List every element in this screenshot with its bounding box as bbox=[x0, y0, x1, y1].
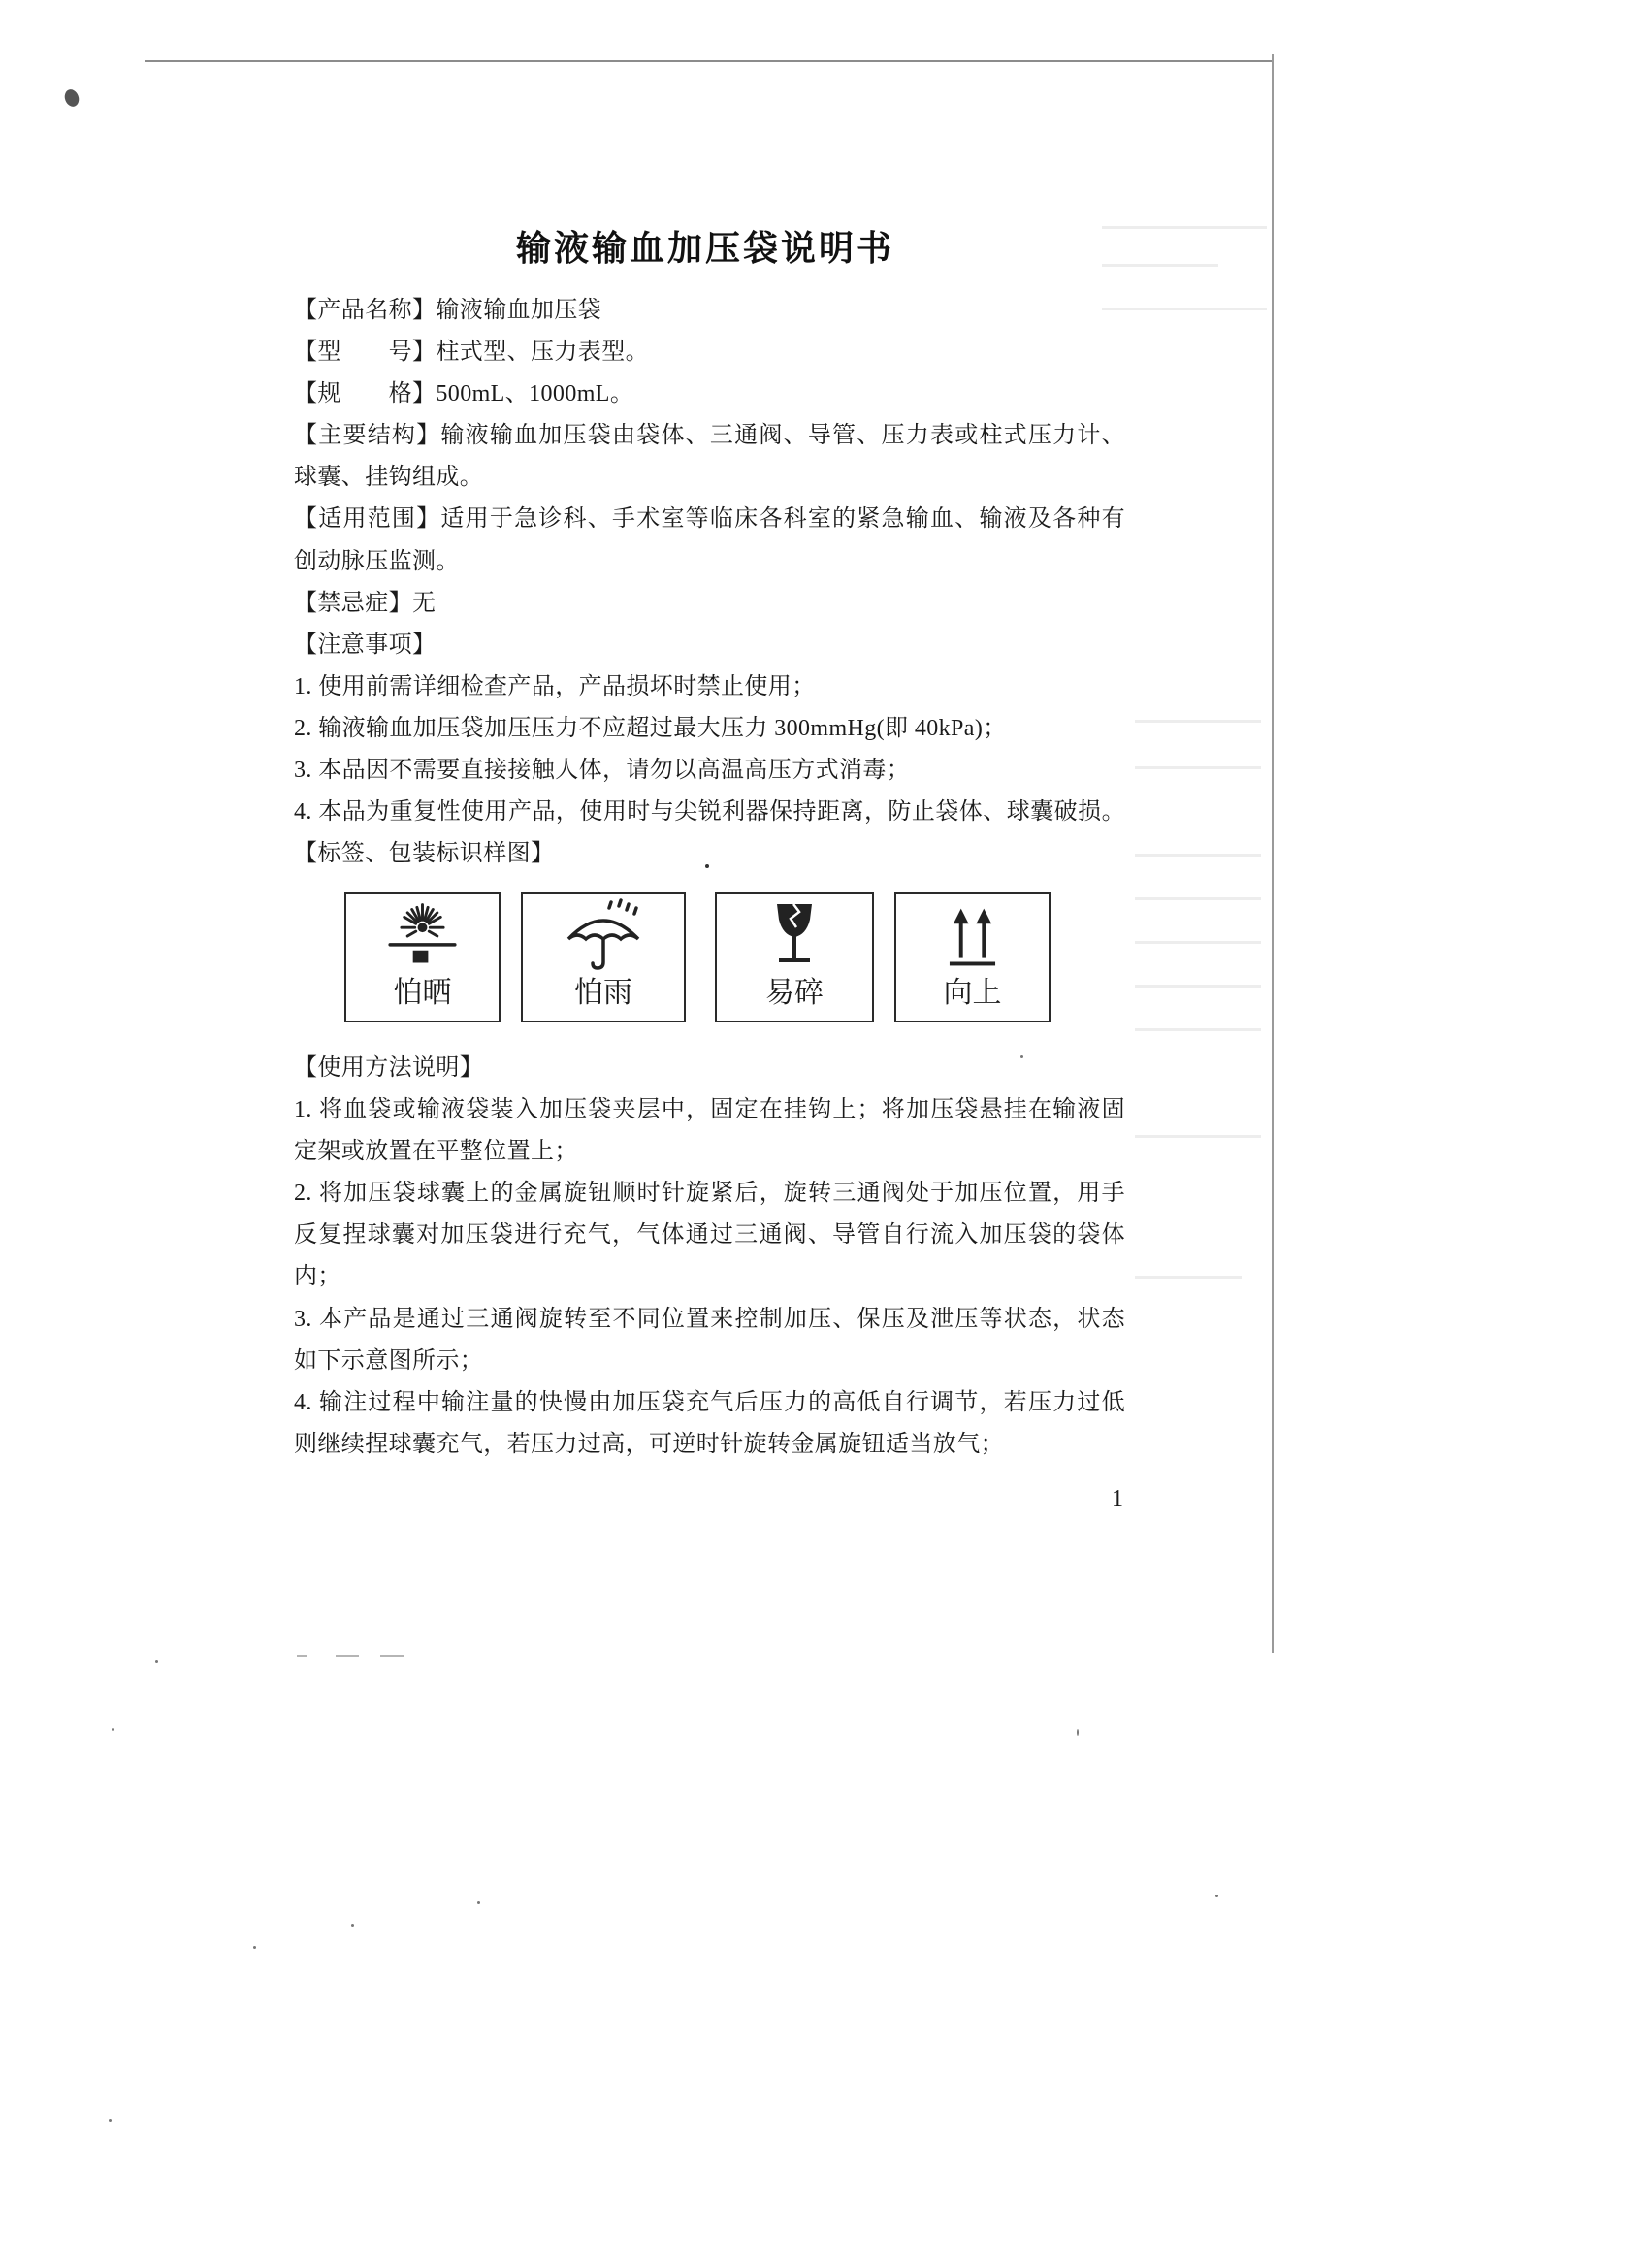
page-number: 1 bbox=[1112, 1486, 1123, 1511]
mark-label: 怕晒 bbox=[393, 976, 452, 1010]
bleed-through-mark bbox=[1135, 1028, 1261, 1031]
usage-step: 2. 将加压袋球囊上的金属旋钮顺时针旋紧后，旋转三通阀处于加压位置，用手 bbox=[294, 1181, 1125, 1207]
scan-paper-edge-right bbox=[1272, 54, 1274, 1653]
scan-speck bbox=[155, 1660, 158, 1663]
precaution-item: 4. 本品为重复性使用产品，使用时与尖锐利器保持距离，防止袋体、球囊破损。 bbox=[294, 799, 1125, 826]
bleed-through-mark bbox=[1135, 1135, 1261, 1138]
usage-step-cont: 内； bbox=[294, 1264, 341, 1290]
mark-label: 易碎 bbox=[765, 976, 824, 1010]
bleed-through-mark bbox=[1102, 308, 1267, 310]
bleed-through-mark bbox=[1135, 766, 1261, 769]
product-name-line: 【产品名称】输液输血加压袋 bbox=[294, 298, 602, 323]
fragile-icon bbox=[717, 898, 872, 976]
mark-fragile bbox=[715, 892, 874, 1022]
precaution-item: 3. 本品因不需要直接接触人体，请勿以高温高压方式消毒； bbox=[294, 758, 911, 784]
scan-dash bbox=[380, 1655, 404, 1657]
specification-line: 【规 格】500mL、1000mL。 bbox=[294, 381, 634, 407]
mark-label: 向上 bbox=[943, 976, 1002, 1010]
precaution-item: 1. 使用前需详细检查产品，产品损坏时禁止使用； bbox=[294, 673, 816, 699]
scan-speck bbox=[109, 2119, 112, 2122]
usage-step-cont: 反复捏球囊对加压袋进行充气，气体通过三通阀、导管自行流入加压袋的袋体 bbox=[294, 1222, 1125, 1248]
usage-step: 1. 将血袋或输液袋装入加压袋夹层中，固定在挂钩上；将加压袋悬挂在输液固 bbox=[294, 1097, 1125, 1123]
bleed-through-mark bbox=[1135, 720, 1261, 723]
usage-step-cont: 定架或放置在平整位置上； bbox=[294, 1139, 578, 1165]
usage-step-cont: 则继续捏球囊充气，若压力过高，可逆时针旋转金属旋钮适当放气； bbox=[294, 1431, 1004, 1457]
mark-keep-dry bbox=[521, 892, 686, 1022]
scan-dash bbox=[336, 1655, 359, 1657]
scan-speck bbox=[351, 1924, 354, 1927]
bleed-through-mark bbox=[1102, 226, 1267, 229]
section-product-info bbox=[294, 290, 1125, 875]
scan-speck bbox=[477, 1901, 480, 1904]
precaution-item: 2. 输液输血加压袋加压压力不应超过最大压力 300mmHg(即 40kPa)； bbox=[294, 715, 1007, 741]
precautions-heading: 【注意事项】 bbox=[294, 632, 436, 658]
structure-line-cont: 球囊、挂钩组成。 bbox=[294, 465, 484, 491]
bleed-through-mark bbox=[1135, 897, 1261, 900]
mark-this-way-up bbox=[894, 892, 1051, 1022]
keep-dry-icon bbox=[523, 898, 684, 976]
scan-smudge bbox=[62, 87, 81, 109]
contraindication-line: 【禁忌症】无 bbox=[294, 590, 436, 616]
mark-keep-away-from-sunlight bbox=[344, 892, 501, 1022]
bleed-through-mark bbox=[1135, 854, 1261, 857]
scope-line: 【适用范围】适用于急诊科、手术室等临床各科室的紧急输血、输液及各种有 bbox=[294, 506, 1125, 533]
section-usage-instructions bbox=[294, 1048, 1125, 1466]
scan-dash bbox=[297, 1655, 307, 1657]
scan-speck bbox=[112, 1728, 114, 1731]
bleed-through-mark bbox=[1102, 264, 1218, 267]
scan-speck bbox=[1077, 1729, 1079, 1736]
scan-paper-edge-top bbox=[145, 60, 1273, 62]
labels-heading: 【标签、包装标识样图】 bbox=[294, 841, 555, 867]
usage-step-cont: 如下示意图所示； bbox=[294, 1347, 484, 1374]
bleed-through-mark bbox=[1135, 941, 1261, 944]
scan-speck bbox=[1215, 1895, 1218, 1897]
usage-step: 3. 本产品是通过三通阀旋转至不同位置来控制加压、保压及泄压等状态，状态 bbox=[294, 1306, 1125, 1332]
scope-line-cont: 创动脉压监测。 bbox=[294, 548, 460, 574]
model-line: 【型 号】柱式型、压力表型。 bbox=[294, 340, 649, 366]
usage-step: 4. 输注过程中输注量的快慢由加压袋充气后压力的高低自行调节，若压力过低 bbox=[294, 1389, 1125, 1415]
keep-away-from-sunlight-icon bbox=[346, 898, 499, 976]
mark-label: 怕雨 bbox=[574, 976, 632, 1010]
usage-heading: 【使用方法说明】 bbox=[294, 1055, 484, 1081]
bleed-through-mark bbox=[1135, 985, 1261, 988]
structure-line: 【主要结构】输液输血加压袋由袋体、三通阀、导管、压力表或柱式压力计、 bbox=[294, 423, 1125, 449]
scan-speck bbox=[253, 1946, 256, 1949]
bleed-through-mark bbox=[1135, 1276, 1242, 1279]
document-title: 输液输血加压袋说明书 bbox=[515, 228, 894, 269]
this-way-up-icon bbox=[896, 898, 1049, 976]
